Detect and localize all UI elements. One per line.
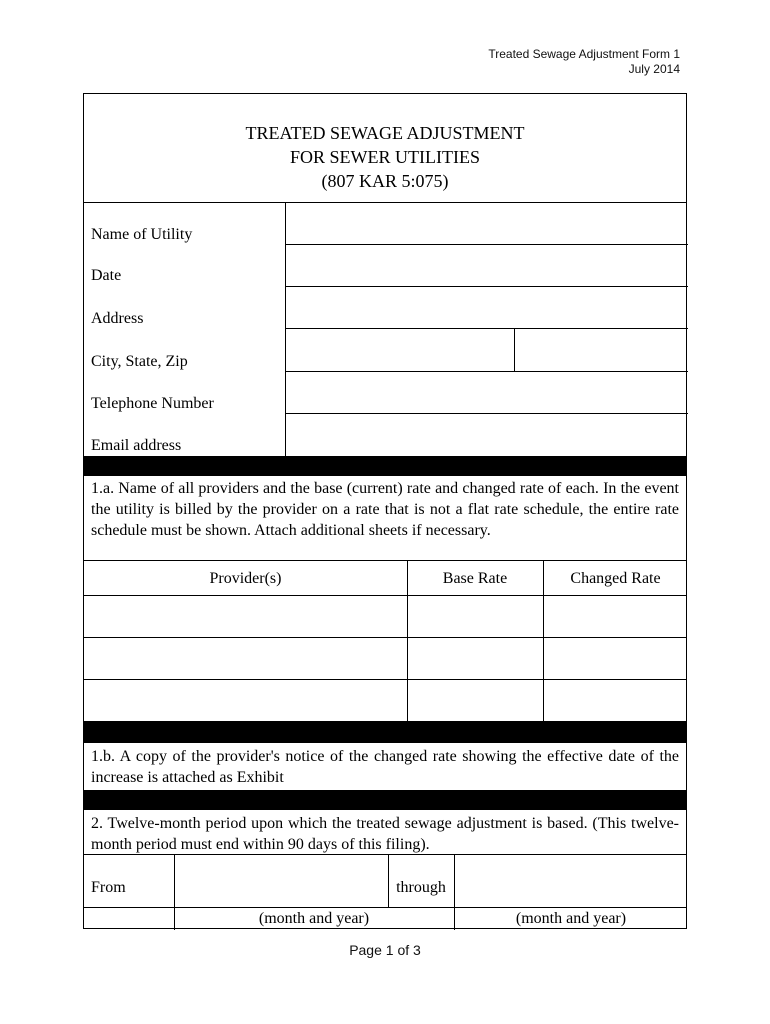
section-separator-bar	[84, 790, 686, 810]
through-period-field[interactable]	[455, 855, 687, 907]
address-label: Address	[91, 310, 144, 327]
changed-rate-cell-row2[interactable]	[544, 638, 687, 679]
from-period-field[interactable]	[175, 855, 387, 907]
date-label: Date	[91, 267, 122, 284]
city-state-field[interactable]	[286, 329, 514, 371]
city-state-zip-label: City, State, Zip	[91, 353, 188, 370]
telephone-number-field[interactable]	[286, 372, 687, 413]
section-separator-bar	[84, 721, 686, 743]
base-rate-column-header: Base Rate	[442, 570, 508, 587]
section-1a-text: 1.a. Name of all providers and the base (current) rate and changed rate of each. In the event the utility is billed by the provider on a rate that is not a flat rate schedule, the entire rate schedule must be shown. Attach additional sheets if necessary.	[91, 480, 679, 539]
divider	[84, 560, 686, 561]
section-1b-text: 1.b. A copy of the provider's notice of the changed rate showing the effective date of the increase is attached as Exhibit	[91, 748, 679, 786]
changed-rate-cell-row3[interactable]	[544, 680, 687, 721]
base-rate-cell-row3[interactable]	[408, 680, 542, 721]
changed-rate-cell-row1[interactable]	[544, 596, 687, 637]
form-revision-date: July 2014	[628, 62, 680, 76]
changed-rate-column-header: Changed Rate	[570, 570, 661, 587]
through-month-year-hint: (month and year)	[515, 910, 627, 927]
through-label: through	[396, 879, 446, 896]
provider-cell-row2[interactable]	[85, 638, 406, 679]
title-line-2: FOR SEWER UTILITIES	[290, 147, 480, 167]
zip-field[interactable]	[515, 329, 687, 371]
title-line-1: TREATED SEWAGE ADJUSTMENT	[245, 123, 525, 143]
provider-cell-row1[interactable]	[85, 596, 406, 637]
page-number: Page 1 of 3	[349, 942, 421, 958]
section-2-text: 2. Twelve-month period upon which the treated sewage adjustment is based. (This twelve-month period must end within 90 days of this filing).	[91, 815, 679, 853]
adjustment-form	[83, 93, 687, 929]
telephone-number-label: Telephone Number	[91, 395, 214, 412]
base-rate-cell-row2[interactable]	[408, 638, 542, 679]
base-rate-cell-row1[interactable]	[408, 596, 542, 637]
from-label: From	[91, 879, 126, 896]
email-address-field[interactable]	[286, 414, 687, 455]
name-of-utility-field[interactable]	[286, 203, 687, 244]
name-of-utility-label: Name of Utility	[91, 226, 193, 243]
form-header	[488, 47, 680, 77]
section-separator-bar	[84, 456, 686, 476]
title-line-3: (807 KAR 5:075)	[321, 171, 449, 191]
providers-column-header: Provider(s)	[209, 570, 282, 587]
from-month-year-hint: (month and year)	[258, 910, 370, 927]
address-field[interactable]	[286, 287, 687, 328]
form-title	[84, 121, 686, 193]
provider-cell-row3[interactable]	[85, 680, 406, 721]
date-field[interactable]	[286, 245, 687, 286]
form-name: Treated Sewage Adjustment Form 1	[488, 47, 680, 61]
email-address-label: Email address	[91, 437, 182, 454]
